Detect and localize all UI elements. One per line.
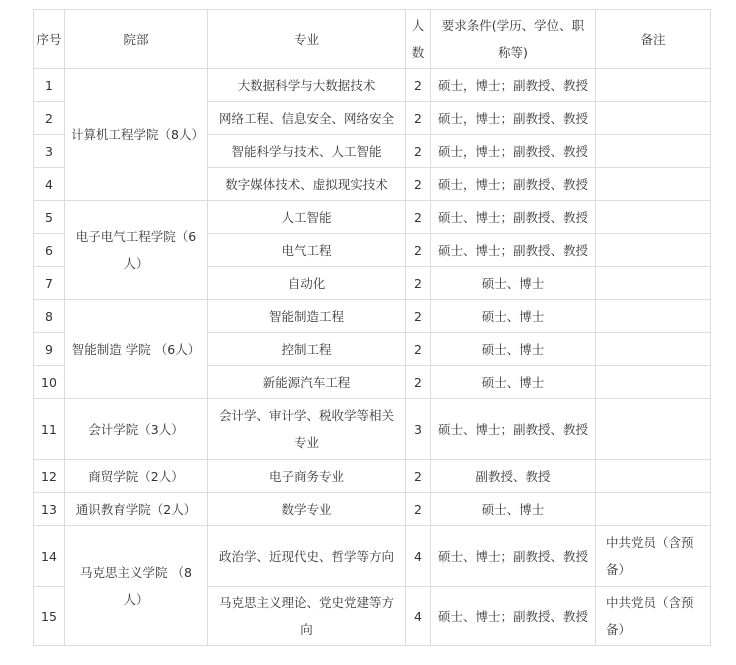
row-requirement: 硕士、博士；副教授、教授: [431, 234, 596, 267]
row-count: 3: [406, 399, 431, 460]
row-major: 政治学、近现代史、哲学等方向: [208, 526, 406, 587]
row-remark: [596, 135, 711, 168]
row-remark: 中共党员（含预备）: [596, 526, 711, 587]
row-seq: 3: [34, 135, 65, 168]
row-requirement: 硕士、博士；副教授、教授: [431, 201, 596, 234]
row-remark: [596, 366, 711, 399]
row-requirement: 硕士，博士；副教授、教授: [431, 69, 596, 102]
college-cell: 商贸学院（2人）: [65, 460, 208, 493]
row-major: 会计学、审计学、税收学等相关专业: [208, 399, 406, 460]
table-row: [34, 300, 711, 333]
row-requirement: 硕士、博士: [431, 300, 596, 333]
row-major: 智能制造工程: [208, 300, 406, 333]
college-cell: 智能制造 学院 （6人）: [65, 300, 208, 399]
header-count: 人数: [406, 10, 431, 69]
header-seq: 序号: [34, 10, 65, 69]
recruitment-table: [33, 9, 711, 646]
row-requirement: 硕士、博士: [431, 493, 596, 526]
row-major: 数字媒体技术、虚拟现实技术: [208, 168, 406, 201]
row-count: 2: [406, 135, 431, 168]
college-cell: 电子电气工程学院（6人）: [65, 201, 208, 300]
row-major: 数学专业: [208, 493, 406, 526]
row-remark: [596, 102, 711, 135]
row-remark: [596, 69, 711, 102]
row-seq: 12: [34, 460, 65, 493]
row-major: 马克思主义理论、党史党建等方向: [208, 587, 406, 646]
row-requirement: 硕士、博士；副教授、教授: [431, 399, 596, 460]
row-seq: 9: [34, 333, 65, 366]
table-row: [34, 493, 711, 526]
row-major: 人工智能: [208, 201, 406, 234]
row-major: 电气工程: [208, 234, 406, 267]
row-requirement: 硕士、博士: [431, 366, 596, 399]
row-seq: 11: [34, 399, 65, 460]
row-seq: 15: [34, 587, 65, 646]
row-seq: 14: [34, 526, 65, 587]
row-major: 大数据科学与大数据技术: [208, 69, 406, 102]
row-requirement: 硕士、博士: [431, 267, 596, 300]
row-major: 电子商务专业: [208, 460, 406, 493]
row-requirement: 硕士、博士；副教授、教授: [431, 526, 596, 587]
row-requirement: 硕士，博士；副教授、教授: [431, 135, 596, 168]
table-row: [34, 460, 711, 493]
row-count: 2: [406, 234, 431, 267]
college-cell: 通识教育学院（2人）: [65, 493, 208, 526]
row-count: 2: [406, 460, 431, 493]
row-seq: 2: [34, 102, 65, 135]
row-count: 2: [406, 300, 431, 333]
table-row: [34, 399, 711, 460]
row-requirement: 副教授、教授: [431, 460, 596, 493]
row-remark: [596, 201, 711, 234]
row-remark: [596, 333, 711, 366]
header-requirement: 要求条件(学历、学位、职称等): [431, 10, 596, 69]
row-major: 智能科学与技术、人工智能: [208, 135, 406, 168]
header-college: 院部: [65, 10, 208, 69]
row-seq: 7: [34, 267, 65, 300]
row-count: 2: [406, 493, 431, 526]
table-row: [34, 201, 711, 234]
row-seq: 6: [34, 234, 65, 267]
row-requirement: 硕士、博士；副教授、教授: [431, 587, 596, 646]
row-major: 网络工程、信息安全、网络安全: [208, 102, 406, 135]
row-count: 2: [406, 201, 431, 234]
row-requirement: 硕士，博士；副教授、教授: [431, 168, 596, 201]
header-major: 专业: [208, 10, 406, 69]
row-seq: 13: [34, 493, 65, 526]
row-remark: [596, 300, 711, 333]
college-cell: 计算机工程学院（8人）: [65, 69, 208, 201]
header-row: [34, 10, 711, 69]
row-seq: 1: [34, 69, 65, 102]
row-count: 2: [406, 102, 431, 135]
row-seq: 4: [34, 168, 65, 201]
row-count: 2: [406, 69, 431, 102]
row-count: 2: [406, 168, 431, 201]
college-cell: 马克思主义学院 （8人）: [65, 526, 208, 646]
row-major: 新能源汽车工程: [208, 366, 406, 399]
row-count: 2: [406, 366, 431, 399]
row-count: 4: [406, 526, 431, 587]
table-row: [34, 526, 711, 587]
row-seq: 8: [34, 300, 65, 333]
row-major: 自动化: [208, 267, 406, 300]
header-remark: 备注: [596, 10, 711, 69]
row-remark: [596, 168, 711, 201]
row-count: 2: [406, 333, 431, 366]
row-major: 控制工程: [208, 333, 406, 366]
row-requirement: 硕士，博士；副教授、教授: [431, 102, 596, 135]
row-remark: [596, 399, 711, 460]
row-requirement: 硕士、博士: [431, 333, 596, 366]
row-remark: 中共党员（含预备）: [596, 587, 711, 646]
row-count: 4: [406, 587, 431, 646]
row-remark: [596, 234, 711, 267]
row-remark: [596, 493, 711, 526]
table-row: [34, 69, 711, 102]
row-count: 2: [406, 267, 431, 300]
row-remark: [596, 267, 711, 300]
row-remark: [596, 460, 711, 493]
college-cell: 会计学院（3人）: [65, 399, 208, 460]
row-seq: 5: [34, 201, 65, 234]
row-seq: 10: [34, 366, 65, 399]
